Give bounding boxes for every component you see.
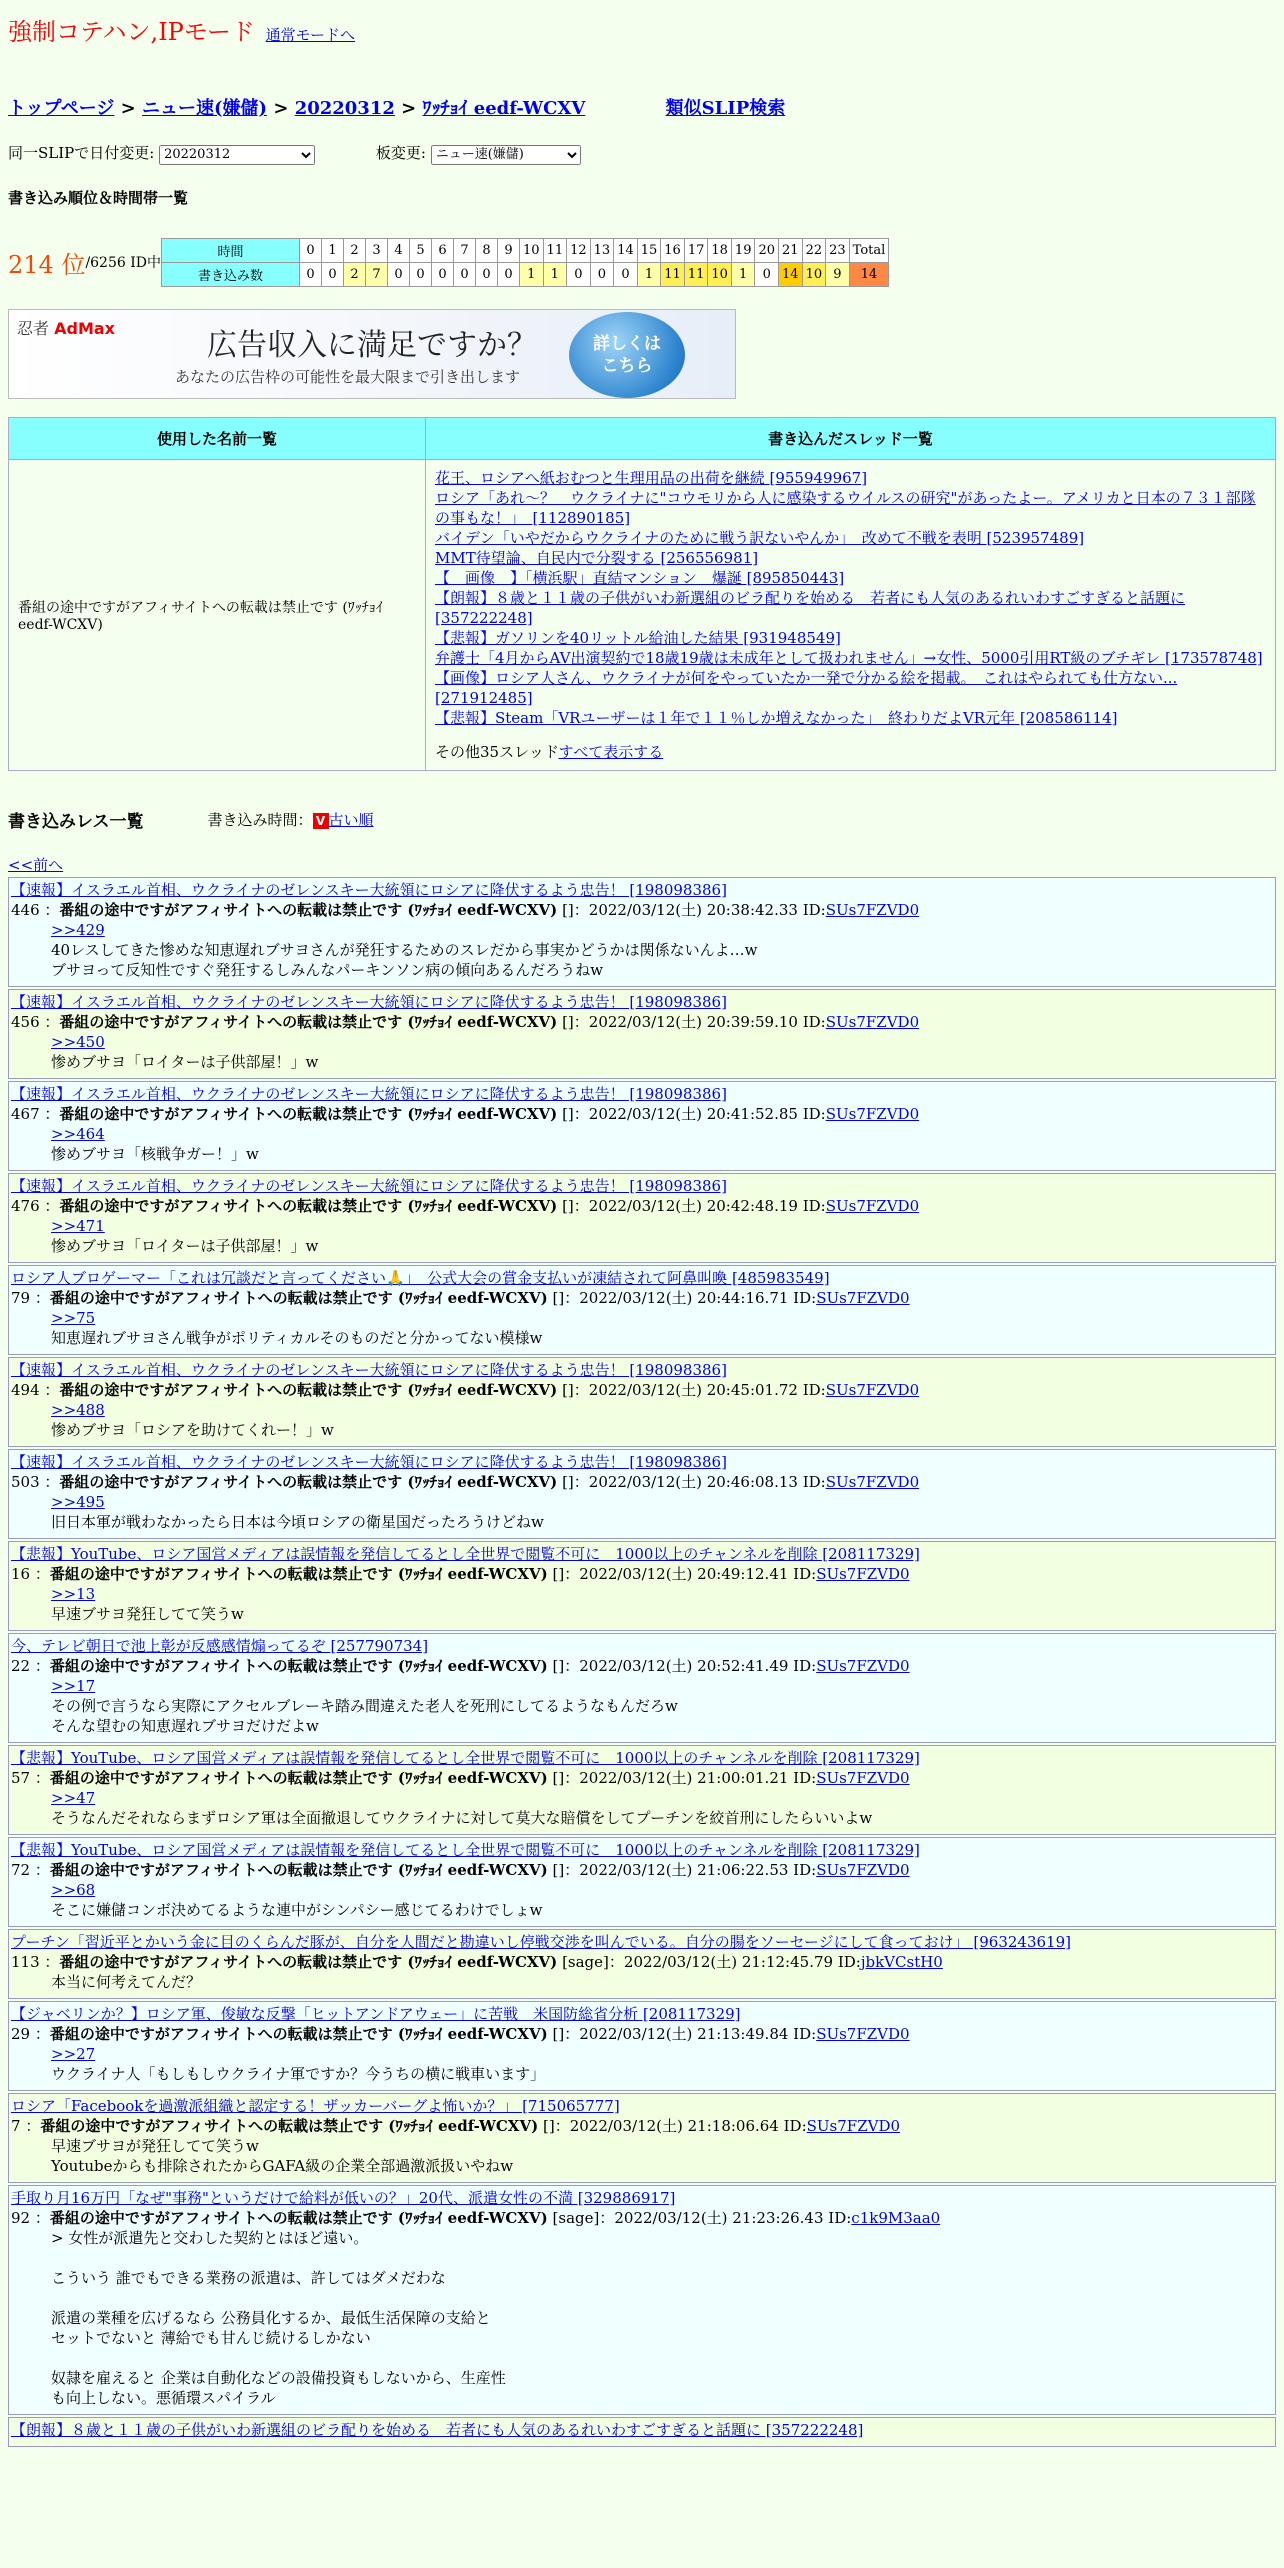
post-body [51,1492,1273,1532]
post-text: その例で言うなら実際にアクセルブレーキ踏み間違えた老人を死刑にしてるようなもんだろw そんな望むの知恵遅れブサヨだけだよw [51,1696,678,1735]
post-mail: [] [562,900,574,919]
post-meta: 446 ：番組の途中ですがアフィサイトへの転載は禁止です (ﾜｯﾁｮｲ eedf-WCXV) []：2022/03/12(土) 20:38:42.33 ID:SUs7FZVD0 [11,900,920,919]
post [8,1265,1276,1355]
hist-count-cell: 0 [498,262,520,286]
post-text: 惨めブサヨ「ロイターは子供部屋！」w [51,1052,319,1071]
hist-counts-label: 書き込み数 [162,262,300,286]
post-author: 番組の途中ですがアフィサイトへの転載は禁止です (ﾜｯﾁｮｲ eedf-WCXV) [59,1012,558,1031]
post-thread-link[interactable]: 手取り月16万円「なぜ"事務"というだけで給料が低いの？」20代、派遣女性の不満 [329886917] [11,2188,676,2207]
ad-banner[interactable] [8,309,736,399]
post-author: 番組の途中ですがアフィサイトへの転載は禁止です (ﾜｯﾁｮｲ eedf-WCXV) [59,900,558,919]
post-author: 番組の途中ですがアフィサイトへの転載は禁止です (ﾜｯﾁｮｲ eedf-WCXV) [49,1288,548,1307]
post-anchor-link[interactable]: >>27 [51,2044,96,2063]
ad-logo-prefix: 忍者 [17,318,50,338]
post-mail: [] [552,1564,565,1583]
post-anchor-link[interactable]: >>450 [51,1032,105,1051]
hist-hours-label: 時間 [162,238,300,262]
names-threads-table [8,417,1276,771]
post-body [51,1124,1273,1164]
breadcrumb-top[interactable]: トップページ [8,98,115,119]
post-date: 2022/03/12(土) 20:52:41.49 [579,1656,789,1675]
post-text: 惨めブサヨ「ロシアを助けてくれー！」w [51,1420,334,1439]
post-meta: 503 ：番組の途中ですがアフィサイトへの転載は禁止です (ﾜｯﾁｮｲ eedf-WCXV) []：2022/03/12(土) 20:46:08.13 ID:SUs7FZVD0 [11,1472,920,1491]
post-number: 29 [11,2024,31,2043]
post-date: 2022/03/12(土) 20:42:48.19 [588,1196,798,1215]
breadcrumb-sep: > [267,98,295,119]
post-text: 惨めブサヨ「核戦争ガー！」w [51,1144,259,1163]
post-mail: [] [542,2116,555,2135]
hist-hour-cell: 17 [684,238,708,262]
post-body [51,1400,1273,1440]
post-number: 72 [11,1860,31,1879]
post-date: 2022/03/12(土) 20:45:01.72 [588,1380,798,1399]
post-meta: 92 ：番組の途中ですがアフィサイトへの転載は禁止です (ﾜｯﾁｮｲ eedf-WCXV) [sage]：2022/03/12(土) 21:23:26.43 ID:c1k9M3aa0 [11,2208,941,2227]
post-anchor-link[interactable]: >>495 [51,1492,105,1511]
post-text: そうなんだそれならまずロシア軍は全面撤退してウクライナに対して莫大な賠償をしてプーチンを絞首刑にしたらいいよw [51,1808,873,1827]
thread-link[interactable]: 【画像】ロシア人さん、ウクライナが何をやっていたか一発で分かる絵を掲載。 これはやられても仕方ない... [271912485] [435,668,1178,707]
hist-hour-cell: 9 [498,238,520,262]
hist-count-cell: 0 [567,262,591,286]
breadcrumb-date[interactable]: 20220312 [294,98,395,119]
hist-hour-cell: 16 [661,238,685,262]
post-id-link[interactable]: SUs7FZVD0 [825,1380,920,1399]
post-id-link[interactable]: SUs7FZVD0 [816,2024,910,2043]
similar-slip-search-link[interactable]: 類似SLIP検索 [665,98,786,119]
hist-count-cell: 1 [637,262,661,286]
post-date: 2022/03/12(土) 20:41:52.85 [588,1104,798,1123]
hist-count-cell: 10 [802,262,826,286]
hist-hour-cell: 14 [614,238,638,262]
post-thread-link[interactable]: プーチン「習近平とかいう金に目のくらんだ豚が、自分を人間だと勘違いし停戦交渉を叫んでいる。自分の腸をソーセージにして食っておけ」 [963243619] [11,1932,1071,1951]
post-author: 番組の途中ですがアフィサイトへの転載は禁止です (ﾜｯﾁｮｲ eedf-WCXV) [49,1656,548,1675]
post-author: 番組の途中ですがアフィサイトへの転載は禁止です (ﾜｯﾁｮｲ eedf-WCXV) [49,2024,548,2043]
post-mail: [sage] [552,2208,600,2227]
hist-hour-cell: 0 [300,238,322,262]
post [8,2001,1276,2091]
post-author: 番組の途中ですがアフィサイトへの転載は禁止です (ﾜｯﾁｮｲ eedf-WCXV) [59,1472,558,1491]
post [8,2417,1276,2447]
post-thread-link[interactable]: 今、テレビ朝日で池上彰が反感感情煽ってるぞ [257790734] [11,1636,429,1655]
normal-mode-link[interactable]: 通常モードへ [265,26,356,44]
post-mail: [] [562,1196,574,1215]
rank-wrap [8,238,1276,287]
post-date: 2022/03/12(土) 20:49:12.41 [579,1564,789,1583]
post [8,1541,1276,1631]
post [8,877,1276,987]
hist-hour-cell: 7 [454,238,476,262]
hist-hour-cell: 11 [543,238,567,262]
hist-count-cell: 9 [826,262,850,286]
post-text: 早速ブサヨ発狂してて笑うw [51,1604,244,1623]
post [8,1081,1276,1171]
thread-links [435,468,1266,728]
post-author: 番組の途中ですがアフィサイトへの転載は禁止です (ﾜｯﾁｮｲ eedf-WCXV) [49,2208,548,2227]
post-mail: [] [552,2024,565,2043]
hist-count-cell: 14 [779,262,803,286]
post-date: 2022/03/12(土) 20:44:16.71 [579,1288,789,1307]
breadcrumb-sep: > [394,98,423,119]
post-anchor-link[interactable]: >>75 [51,1308,96,1327]
post-thread-link[interactable]: 【悲報】YouTube、ロシア国営メディアは誤情報を発信してるとし全世界で閲覧不可に 1000以上のチャンネルを削除 [208117329] [11,1544,920,1563]
date-select[interactable] [159,145,315,165]
res-time-sort [208,809,374,830]
post-date: 2022/03/12(土) 20:46:08.13 [588,1472,798,1491]
post-thread-link[interactable]: 【悲報】YouTube、ロシア国営メディアは誤情報を発信してるとし全世界で閲覧不可に 1000以上のチャンネルを削除 [208117329] [11,1748,920,1767]
hist-hour-cell: 19 [731,238,755,262]
post-text: そこに嫌儲コンボ決めてるような連中がシンパシー感じてるわけでしょw [51,1900,543,1919]
post-body [51,1880,1273,1920]
post-meta: 476 ：番組の途中ですがアフィサイトへの転載は禁止です (ﾜｯﾁｮｲ eedf-WCXV) []：2022/03/12(土) 20:42:48.19 ID:SUs7FZVD0 [11,1196,920,1215]
post-mail: [] [562,1012,574,1031]
post-id-link[interactable]: SUs7FZVD0 [816,1564,910,1583]
post [8,1449,1276,1539]
hist-hour-cell: 8 [476,238,498,262]
thread-more [435,742,1266,762]
oldest-order-link[interactable]: 古い順 [328,810,374,829]
hist-count-cell: 0 [590,262,614,286]
hist-hour-cell: 10 [520,238,544,262]
post-meta: 22 ：番組の途中ですがアフィサイトへの転載は禁止です (ﾜｯﾁｮｲ eedf-WCXV) []：2022/03/12(土) 20:52:41.49 ID:SUs7FZVD0 [11,1656,910,1675]
thread-link[interactable]: ロシア「あれ～？ ウクライナに"コウモリから人に感染するウイルスの研究"があったよー。アメリカと日本の７３１部隊の事もな！」 [112890185] [435,488,1256,527]
post-date: 2022/03/12(土) 21:12:45.79 [623,1952,834,1971]
hist-count-cell: 0 [614,262,638,286]
ad-subtext: あなたの広告枠の可能性を最大限まで引き出します [175,367,521,386]
post-mail: [] [562,1380,574,1399]
post-thread-link[interactable]: 【速報】イスラエル首相、ウクライナのゼレンスキー大統領にロシアに降伏するよう忠告！ [198098386] [11,1360,727,1379]
hist-count-cell: 0 [322,262,344,286]
post-text: 本当に何考えてんだ？ [51,1972,202,1991]
post-number: 494 [11,1380,40,1399]
post-thread-link[interactable]: 【速報】イスラエル首相、ウクライナのゼレンスキー大統領にロシアに降伏するよう忠告！ [198098386] [11,992,727,1011]
post-date: 2022/03/12(土) 20:38:42.33 [588,900,798,919]
hist-hour-cell: 23 [826,238,850,262]
rank-section-title: 書き込み順位＆時間帯一覧 [8,188,189,207]
post-thread-link[interactable]: ロシア「Facebookを過激派組織と認定する！ザッカーバーグよ怖いか？」 [715065777] [11,2096,620,2115]
post-meta: 79 ：番組の途中ですがアフィサイトへの転載は禁止です (ﾜｯﾁｮｲ eedf-WCXV) []：2022/03/12(土) 20:44:16.71 ID:SUs7FZVD0 [11,1288,910,1307]
board-select[interactable] [431,145,581,165]
post-mail: [] [552,1288,565,1307]
names-col-header: 使用した名前一覧 [9,417,426,459]
hist-hour-cell: Total [849,238,889,262]
post-text: > 女性が派遣先と交わした契約とはほど遠い。 こういう 誰でもできる業務の派遣は、許してはダメだわな 派遣の業種を広げるなら 公務員化するか、最低生活保障の支給と セットでないと 薄給でも甘んじ続けるしかない 奴隷を雇えると 企業は自動化などの設備投資もしないから、生産性 も向上しない。悪循環スパイラル [51,2228,506,2407]
hist-hour-cell: 21 [779,238,803,262]
post-id-link[interactable]: c1k9M3aa0 [851,2208,941,2227]
post-list [8,877,1276,2447]
hist-row-hours [162,238,889,262]
hist-hour-cell: 5 [410,238,432,262]
hist-count-cell: 0 [454,262,476,286]
post-date: 2022/03/12(土) 21:06:22.53 [579,1860,789,1879]
post-date: 2022/03/12(土) 21:23:26.43 [614,2208,824,2227]
post-author: 番組の途中ですがアフィサイトへの転載は禁止です (ﾜｯﾁｮｲ eedf-WCXV) [40,2116,539,2135]
post-text: 旧日本軍が戦わなかったら日本は今頃ロシアの衛星国だったろうけどねw [51,1512,544,1531]
post-anchor-link[interactable]: >>471 [51,1216,105,1235]
post-anchor-link[interactable]: >>429 [51,920,105,939]
threads-col-header: 書き込んだスレッド一覧 [426,417,1276,459]
ad-details-button[interactable]: 詳しくは こちら [569,312,685,398]
post-date: 2022/03/12(土) 21:13:49.84 [579,2024,789,2043]
hist-hour-cell: 18 [708,238,732,262]
hist-count-cell: 10 [708,262,732,286]
hist-count-cell: 0 [410,262,432,286]
post-id-link[interactable]: SUs7FZVD0 [806,2116,901,2135]
hist-hour-cell: 12 [567,238,591,262]
post-date: 2022/03/12(土) 20:39:59.10 [588,1012,798,1031]
ad-headline: 広告収入に満足ですか？ [207,327,537,363]
thread-link[interactable]: 弁護士「4月からAV出演契約で18歳19歳は未成年として扱われません」→女性、5000引用RT級のブチギレ [173578748] [435,648,1263,667]
post [8,989,1276,1079]
post-number: 113 [11,1952,40,1971]
post-meta: 113 ：番組の途中ですがアフィサイトへの転載は禁止です (ﾜｯﾁｮｲ eedf-WCXV) [sage]：2022/03/12(土) 21:12:45.79 ID:jbkVCstH0 [11,1952,943,1971]
post-body [51,1032,1273,1072]
post-id-link[interactable]: SUs7FZVD0 [825,1012,920,1031]
v-sort-icon: V [313,813,329,829]
post [8,1633,1276,1743]
post-author: 番組の途中ですがアフィサイトへの転載は禁止です (ﾜｯﾁｮｲ eedf-WCXV) [59,1104,558,1123]
post-number: 467 [11,1104,40,1123]
post-number: 456 [11,1012,40,1031]
hist-count-cell: 1 [520,262,544,286]
post-meta: 7 ：番組の途中ですがアフィサイトへの転載は禁止です (ﾜｯﾁｮｲ eedf-WCXV) []：2022/03/12(土) 21:18:06.64 ID:SUs7FZVD0 [11,2116,901,2135]
post [8,2185,1276,2415]
post-id-link[interactable]: jbkVCstH0 [860,1952,943,1971]
post-author: 番組の途中ですがアフィサイトへの転載は禁止です (ﾜｯﾁｮｲ eedf-WCXV) [49,1768,548,1787]
hist-count-cell: 0 [432,262,454,286]
post-thread-link[interactable]: 【速報】イスラエル首相、ウクライナのゼレンスキー大統領にロシアに降伏するよう忠告！ [198098386] [11,1084,727,1103]
hist-hour-cell: 15 [637,238,661,262]
post-mail: [] [552,1656,565,1675]
post [8,1173,1276,1263]
thread-more-count: その他35スレッド [435,742,559,761]
post-thread-link[interactable]: 【朗報】８歳と１１歳の子供がいわ新選組のビラ配りを始める 若者にも人気のあるれいわすごすぎると話題に [357222248] [11,2420,864,2439]
res-section-title: 書き込みレス一覧 [8,811,144,832]
hist-count-cell: 0 [300,262,322,286]
post-meta: 494 ：番組の途中ですがアフィサイトへの転載は禁止です (ﾜｯﾁｮｲ eedf-WCXV) []：2022/03/12(土) 20:45:01.72 ID:SUs7FZVD0 [11,1380,920,1399]
post-author: 番組の途中ですがアフィサイトへの転載は禁止です (ﾜｯﾁｮｲ eedf-WCXV) [59,1380,558,1399]
hist-count-cell: 0 [755,262,779,286]
post-mail: [] [562,1472,574,1491]
hist-count-cell: 1 [543,262,567,286]
hist-count-cell: 11 [684,262,708,286]
post-id-link[interactable]: SUs7FZVD0 [816,1860,910,1879]
post-id-link[interactable]: SUs7FZVD0 [825,900,920,919]
thread-link[interactable]: 【悲報】Steam「VRユーザーは１年で１１％しか増えなかった」 終わりだよVR元年 [208586114] [435,708,1118,727]
thread-link[interactable]: 【 画像 】「横浜駅」直結マンション 爆誕 [895850443] [435,568,845,587]
post-anchor-link[interactable]: >>488 [51,1400,105,1419]
post-mail: [] [552,1768,565,1787]
post-date: 2022/03/12(土) 21:00:01.21 [579,1768,789,1787]
post-meta: 456 ：番組の途中ですがアフィサイトへの転載は禁止です (ﾜｯﾁｮｲ eedf-WCXV) []：2022/03/12(土) 20:39:59.10 ID:SUs7FZVD0 [11,1012,920,1031]
post-mail: [] [552,1860,565,1879]
post-number: 446 [11,900,40,919]
hist-hour-cell: 20 [755,238,779,262]
post-text: ウクライナ人「もしもしウクライナ軍ですか？今うちの横に戦車います」 [51,2064,546,2083]
post-thread-link[interactable]: ロシア人ブロゲーマー「これは冗談だと言ってください🙏」 公式大会の賞金支払いが凍結されて阿鼻叫喚 [485983549] [11,1268,830,1287]
post-number: 16 [11,1564,31,1583]
res-time-label: 書き込み時間： [207,810,313,829]
post-thread-link[interactable]: 【悲報】YouTube、ロシア国営メディアは誤情報を発信してるとし全世界で閲覧不可に 1000以上のチャンネルを削除 [208117329] [11,1840,920,1859]
post-body [51,2044,1273,2084]
hist-row-counts [162,262,889,286]
post-meta: 72 ：番組の途中ですがアフィサイトへの転載は禁止です (ﾜｯﾁｮｲ eedf-WCXV) []：2022/03/12(土) 21:06:22.53 ID:SUs7FZVD0 [11,1860,910,1879]
hist-count-cell: 2 [344,262,366,286]
post-thread-link[interactable]: 【速報】イスラエル首相、ウクライナのゼレンスキー大統領にロシアに降伏するよう忠告！ [198098386] [11,1176,727,1195]
post-id-link[interactable]: SUs7FZVD0 [825,1104,920,1123]
post [8,2093,1276,2183]
hist-count-cell: 0 [476,262,498,286]
hist-hour-cell: 3 [366,238,388,262]
post-meta: 57 ：番組の途中ですがアフィサイトへの転載は禁止です (ﾜｯﾁｮｲ eedf-WCXV) []：2022/03/12(土) 21:00:01.21 ID:SUs7FZVD0 [11,1768,910,1787]
select-bar [8,142,1276,165]
post-number: 22 [11,1656,31,1675]
thread-list-cell [426,459,1276,770]
post [8,1837,1276,1927]
hist-count-cell: 1 [731,262,755,286]
post-anchor-link[interactable]: >>47 [51,1788,96,1807]
post-body [51,1216,1273,1256]
post-author: 番組の途中ですがアフィサイトへの転載は禁止です (ﾜｯﾁｮｲ eedf-WCXV) [59,1196,558,1215]
post-number: 57 [11,1768,31,1787]
breadcrumb-board[interactable]: ニュー速(嫌儲) [142,98,268,119]
ad-logo-text: AdMax [54,318,115,338]
post-meta: 16 ：番組の途中ですがアフィサイトへの転載は禁止です (ﾜｯﾁｮｲ eedf-WCXV) []：2022/03/12(土) 20:49:12.41 ID:SUs7FZVD0 [11,1564,910,1583]
post-number: 79 [11,1288,31,1307]
thread-link[interactable]: 【朗報】８歳と１１歳の子供がいわ新選組のビラ配りを始める 若者にも人気のあるれいわすごすぎると話題に [357222248] [435,588,1186,627]
post-meta: 29 ：番組の途中ですがアフィサイトへの転載は禁止です (ﾜｯﾁｮｲ eedf-WCXV) []：2022/03/12(土) 21:13:49.84 ID:SUs7FZVD0 [11,2024,910,2043]
thread-link[interactable]: バイデン「いやだからウクライナのために戦う訳ないやんか」 改めて不戦を表明 [523957489] [435,528,1085,547]
thread-link[interactable]: 花王、ロシアへ紙おむつと生理用品の出荷を継続 [955949967] [435,468,868,487]
post-author: 番組の途中ですがアフィサイトへの転載は禁止です (ﾜｯﾁｮｲ eedf-WCXV) [49,1564,548,1583]
hist-hour-cell: 2 [344,238,366,262]
post [8,1745,1276,1835]
hourly-histogram [161,238,889,287]
post [8,1357,1276,1447]
post-anchor-link[interactable]: >>17 [51,1676,96,1695]
breadcrumb [8,94,1276,120]
mode-title: 強制コテハン,IPモード [8,18,255,46]
post-body [51,2228,1273,2408]
post-author: 番組の途中ですがアフィサイトへの転載は禁止です (ﾜｯﾁｮｲ eedf-WCXV) [49,1860,548,1879]
hist-hour-cell: 4 [388,238,410,262]
res-header [8,807,1276,832]
post-mail: [] [562,1104,574,1123]
post-body [51,920,1273,980]
rank-position: 214 位 [8,250,86,279]
board-change-label: 板変更: [375,144,426,162]
thread-link[interactable]: 【悲報】ガソリンを40リットル給油した結果 [931948549] [435,628,841,647]
post-meta: 467 ：番組の途中ですがアフィサイトへの転載は禁止です (ﾜｯﾁｮｲ eedf-WCXV) []：2022/03/12(土) 20:41:52.85 ID:SUs7FZVD0 [11,1104,920,1123]
hist-count-cell: 14 [849,262,889,286]
prev-page-link[interactable]: <<前へ [8,855,64,874]
post-date: 2022/03/12(土) 21:18:06.64 [569,2116,779,2135]
post-body [51,1676,1273,1736]
breadcrumb-slip[interactable]: ﾜｯﾁｮｲ eedf-WCXV [422,98,586,119]
hist-count-cell: 11 [661,262,685,286]
post-number: 503 [11,1472,40,1491]
post-id-link[interactable]: SUs7FZVD0 [816,1288,910,1307]
post-number: 92 [11,2208,31,2227]
post-body [51,2136,1273,2176]
rank-of-total: /6256 ID中 [85,255,161,271]
post-body [51,1308,1273,1348]
post-number: 7 [11,2116,21,2135]
post-id-link[interactable]: SUs7FZVD0 [825,1472,920,1491]
post-text: 惨めブサヨ「ロイターは子供部屋！」w [51,1236,319,1255]
post-id-link[interactable]: SUs7FZVD0 [816,1656,910,1675]
post-anchor-link[interactable]: >>13 [51,1584,96,1603]
post-id-link[interactable]: SUs7FZVD0 [825,1196,920,1215]
post-thread-link[interactable]: 【ジャベリンか？】ロシア軍、俊敏な反撃「ヒットアンドアウェー」に苦戦 米国防総省分析 [208117329] [11,2004,741,2023]
hist-count-cell: 0 [388,262,410,286]
thread-link[interactable]: MMT待望論、自民内で分裂する [256556981] [435,548,759,567]
post-text: 早速ブサヨが発狂してて笑うw Youtubeからも排除されたからGAFA級の企業全部過激派扱いやねw [51,2136,514,2175]
post-anchor-link[interactable]: >>68 [51,1880,96,1899]
hist-count-cell: 7 [366,262,388,286]
date-change-label: 同一SLIPで日付変更: [8,144,155,162]
post-body [51,1788,1273,1828]
ad-logo [17,316,115,339]
breadcrumb-sep: > [114,98,143,119]
post-thread-link[interactable]: 【速報】イスラエル首相、ウクライナのゼレンスキー大統領にロシアに降伏するよう忠告！ [198098386] [11,880,727,899]
hist-hour-cell: 22 [802,238,826,262]
hist-hour-cell: 13 [590,238,614,262]
post-anchor-link[interactable]: >>464 [51,1124,105,1143]
hist-hour-cell: 1 [322,238,344,262]
post-body [51,1972,1273,1992]
mode-header [8,12,1276,46]
post-thread-link[interactable]: 【速報】イスラエル首相、ウクライナのゼレンスキー大統領にロシアに降伏するよう忠告！ [198098386] [11,1452,727,1471]
post [8,1929,1276,1999]
show-all-threads-link[interactable]: すべて表示する [558,742,664,761]
post-mail: [sage] [562,1952,609,1971]
hist-hour-cell: 6 [432,238,454,262]
used-name: 番組の途中ですがアフィサイトへの転載は禁止です (ﾜｯﾁｮｲ eedf-WCXV) [9,459,426,770]
post-text: 40レスしてきた惨めな知恵遅れブサヨさんが発狂するためのスレだから事実かどうかは関係ないんよ…w ブサヨって反知性ですぐ発狂するしみんなパーキンソン病の傾向あるんだろうねw [51,940,758,979]
post-body [51,1584,1273,1624]
post-id-link[interactable]: SUs7FZVD0 [816,1768,910,1787]
post-text: 知恵遅れブサヨさん戦争がポリティカルそのものだと分かってない模様w [51,1328,543,1347]
post-author: 番組の途中ですがアフィサイトへの転載は禁止です (ﾜｯﾁｮｲ eedf-WCXV) [59,1952,558,1971]
post-number: 476 [11,1196,40,1215]
